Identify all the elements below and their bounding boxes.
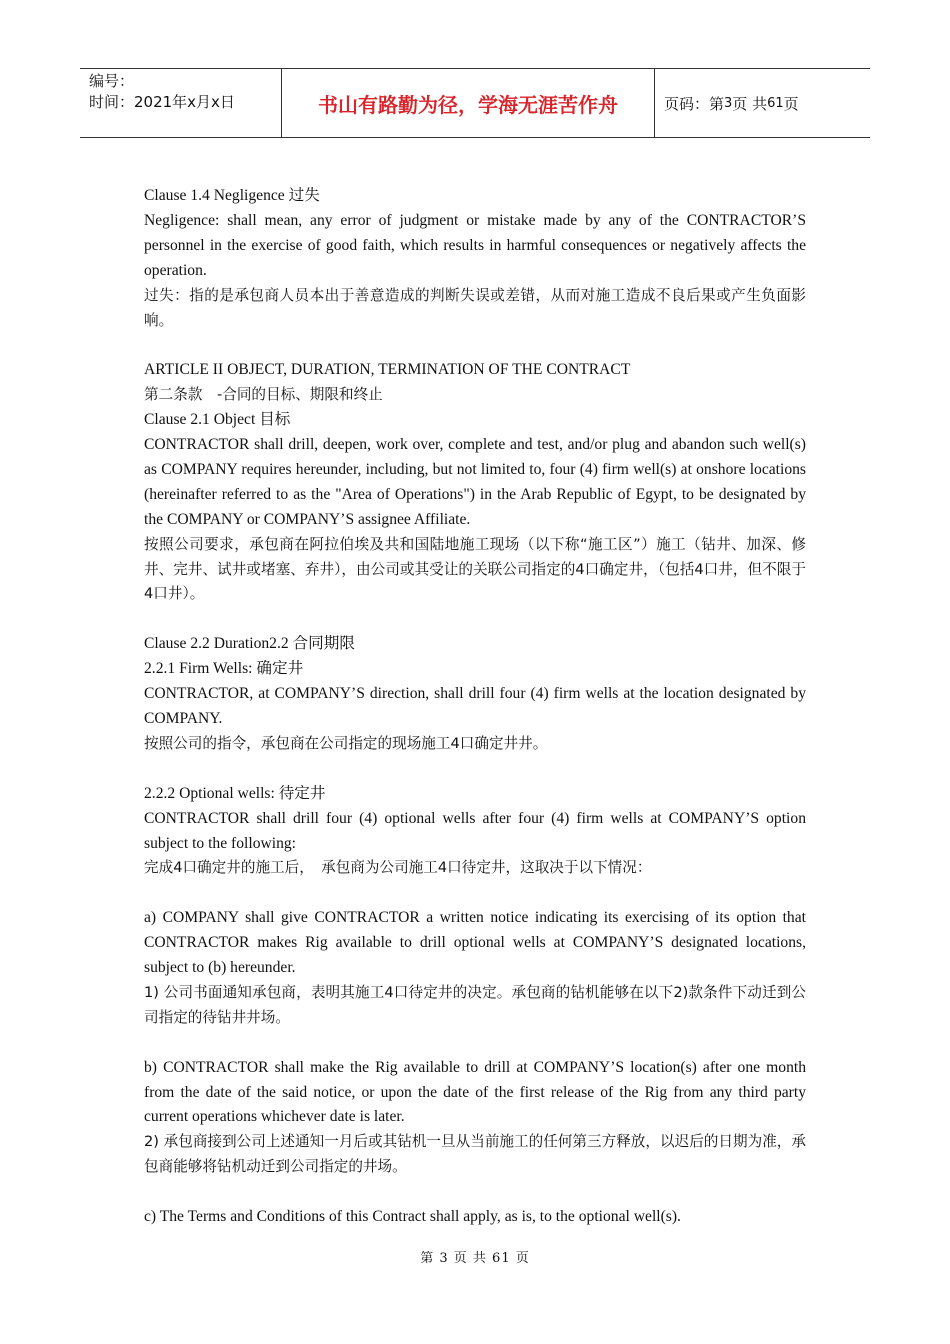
clause-heading: Clause 2.1 Object 目标 — [144, 411, 291, 429]
spacer — [144, 1031, 806, 1056]
document-body — [144, 184, 806, 1230]
paragraph-zh: 按照公司的指令，承包商在公司指定的现场施工4口确定井井。 — [144, 734, 548, 752]
paragraph-zh: 完成4口确定井的施工后， 承包商为公司施工4口待定井，这取决于以下情况： — [144, 859, 652, 877]
clause-heading: Clause 2.2 Duration2.2 合同期限 — [144, 635, 355, 653]
sub-clause-heading: 2.2.1 Firm Wells: 确定井 — [144, 660, 304, 678]
page-header — [80, 68, 870, 138]
header-meta — [80, 69, 281, 137]
doc-number-label: 编号： — [89, 72, 135, 90]
list-item-zh: 2) 承包商接到公司上述通知一月后或其钻机一旦从当前施工的任何第三方释放，以迟后的日期为准，承包商能够将钻机动迁到公司指定的井场。 — [144, 1133, 806, 1176]
paragraph-zh: 过失：指的是承包商人员本出于善意造成的判断失误或差错，从而对施工造成不良后果或产生负面影响。 — [144, 286, 806, 329]
paragraph-en: CONTRACTOR, at COMPANY’S direction, shall drill four (4) firm wells at the location designated by COMPANY. — [144, 685, 806, 727]
clause-heading: Clause 1.4 Negligence 过失 — [144, 187, 320, 204]
page-mid: 页 共 — [732, 94, 768, 113]
page-footer: 第 3 页 共 61 页 — [420, 1251, 530, 1266]
article-heading-zh: 第二条款 -合同的目标、期限和终止 — [144, 386, 383, 404]
date-label: 时间：2021年x月x日 — [89, 93, 235, 111]
paragraph-zh: 按照公司要求，承包商在阿拉伯埃及共和国陆地施工现场（以下称“施工区”）施工（钻井、加深、修井、完井、试井或堵塞、弃井），由公司或其受让的关联公司指定的4口确定井，（包括4口井，但不限于4口井）。 — [144, 535, 806, 603]
spacer — [144, 1180, 806, 1205]
page-suffix: 页 — [783, 94, 799, 113]
paragraph-en: CONTRACTOR shall drill four (4) optional wells after four (4) firm wells at COMPANY’S option subject to the following: — [144, 809, 806, 852]
header-motto: 书山有路勤为径，学海无涯苦作舟 — [281, 69, 655, 137]
header-page-info — [655, 69, 870, 137]
list-item-en: a) COMPANY shall give CONTRACTOR a written notice indicating its exercising of its option that CONTRACTOR makes Rig available to drill optional wells at COMPANY’S designated locations, subject to (b) hereunder. — [144, 909, 806, 977]
page-prefix: 页码：第 — [664, 94, 725, 113]
list-item-en: b) CONTRACTOR shall make the Rig available to drill at COMPANY’S location(s) after one month from the date of the said notice, or upon the date of the first release of the Rig from any third party current operations whichever date is later. — [144, 1058, 806, 1126]
spacer — [144, 757, 806, 782]
article-heading: ARTICLE II OBJECT, DURATION, TERMINATION OF THE CONTRACT — [144, 361, 631, 379]
paragraph-en: Negligence: shall mean, any error of judgment or mistake made by any of the CONTRACTOR’S personnel in the exercise of good faith, which results in harmful consequences or negatively affects the operation. — [144, 211, 806, 279]
spacer — [144, 333, 806, 358]
paragraph-en: CONTRACTOR shall drill, deepen, work over, complete and test, and/or plug and abandon such well(s) as COMPANY requires hereunder, including, but not limited to, four (4) firm well(s) at onshore locations (hereinafter referred to as the "Area of Operations") in the Arab Republic of Egypt, to be designated by the COMPANY or COMPANY’S assignee Affiliate. — [144, 436, 806, 528]
list-item-en: c) The Terms and Conditions of this Contract shall apply, as is, to the optional well(s). — [144, 1208, 681, 1226]
page-current: 3 — [724, 95, 733, 111]
page-total: 61 — [767, 95, 784, 111]
list-item-zh: 1) 公司书面通知承包商，表明其施工4口待定井的决定。承包商的钻机能够在以下2)款条件下动迁到公司指定的待钻井井场。 — [144, 983, 806, 1026]
spacer — [144, 607, 806, 632]
sub-clause-heading: 2.2.2 Optional wells: 待定井 — [144, 784, 326, 802]
spacer — [144, 881, 806, 906]
